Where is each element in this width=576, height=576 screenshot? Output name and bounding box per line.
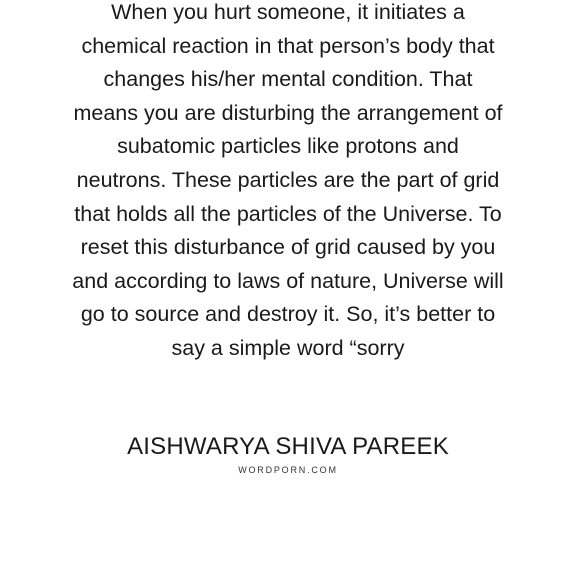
quote-line: say a simple word “sorry	[171, 335, 405, 360]
quote-line: go to source and destroy it. So, it’s better to	[80, 302, 496, 327]
author-name: AISHWARYA SHIVA PAREEK	[127, 433, 449, 460]
quote-line: neutrons. These particles are the part of grid	[76, 167, 500, 192]
quote-line: reset this disturbance of grid caused by you	[80, 235, 496, 260]
quote-line: subatomic particles like protons and	[117, 134, 459, 159]
source-site: WORDPORN.COM	[238, 465, 338, 475]
quote-line: and according to laws of nature, Universe will	[72, 268, 504, 293]
quote-line: that holds all the particles of the Universe. To	[74, 201, 502, 226]
quote-line: changes his/her mental condition. That	[103, 67, 473, 92]
quote-line: chemical reaction in that person’s body that	[81, 33, 495, 58]
quote-line: means you are disturbing the arrangement of	[73, 100, 503, 125]
quote-line: When you hurt someone, it initiates a	[111, 0, 465, 24]
